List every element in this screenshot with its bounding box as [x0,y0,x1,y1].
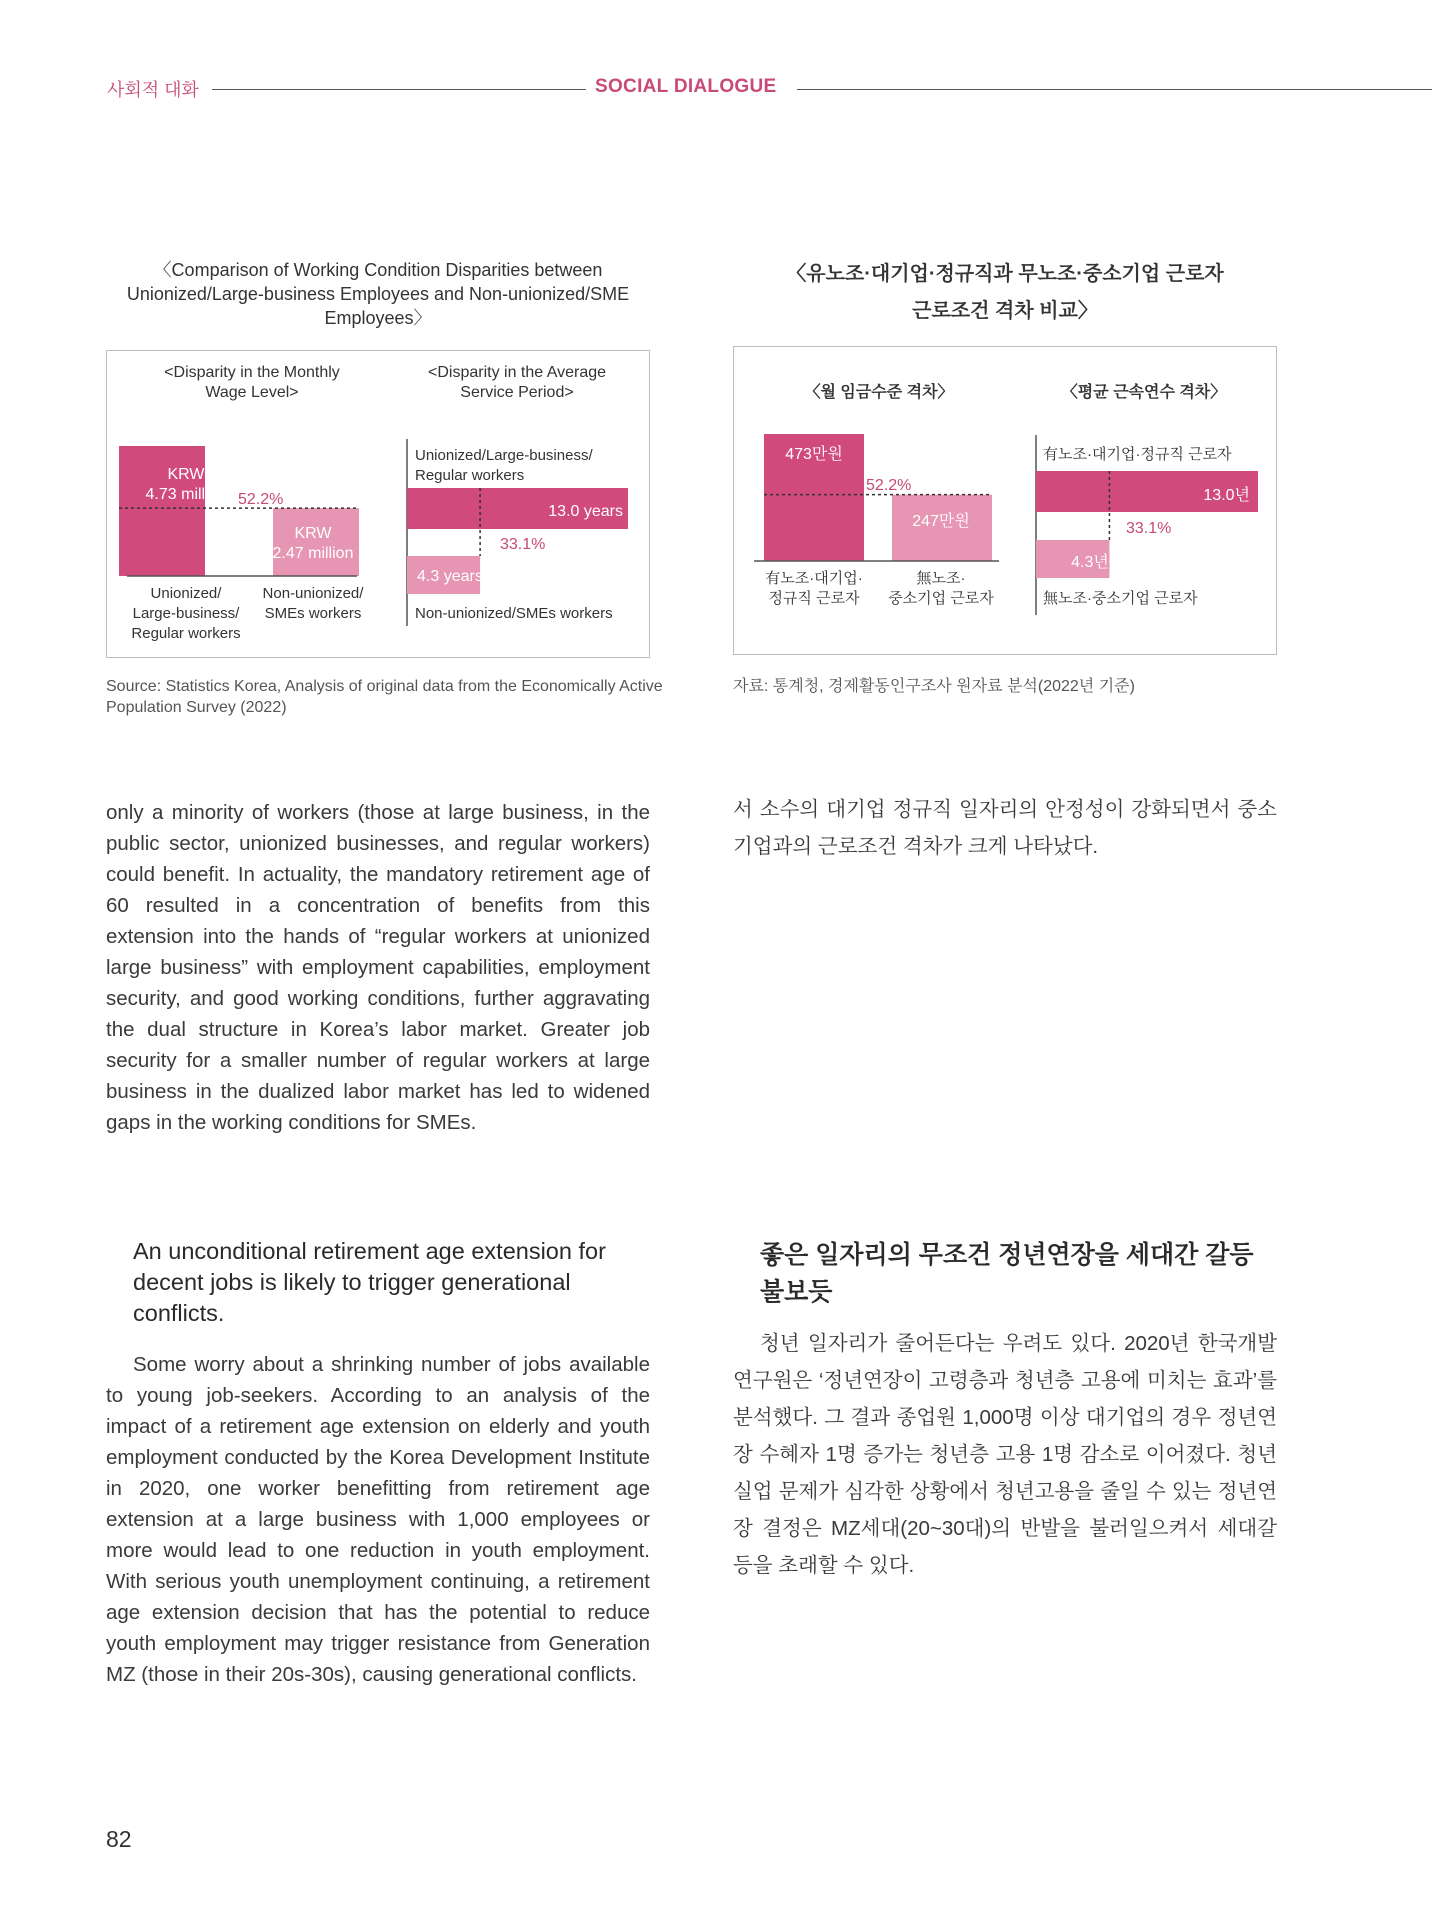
service-category1-line1: Unionized/Large-business/ [415,447,593,464]
service-bar2-label: 4.3 years [417,568,483,585]
wage-bar2-label-line2: 2.47 million [272,545,354,562]
service-title-ko: 〈평균 근속연수 격차〉 [1061,384,1227,401]
wage-title-ko: 〈월 임금수준 격차〉 [804,384,954,401]
header-divider-right [797,89,1432,90]
service-bar2-label-ko: 4.3년 [1071,554,1109,571]
wage-bar2-label-line1: KRW [294,525,332,542]
body-en-paragraph-2: Some worry about a shrinking number of jobs available to young job-seekers. According to an analysis of the impact of a retirement age extension on elderly and youth employment conducted by the Korea Development Institute in 2020, one worker benefitting from retirement age extension at a large business with 1,000 employees or more would lead to one reduction in youth employment. With serious youth unemployment continuing, a retirement age extension decision that has the potential to reduce youth employment may trigger resistance from Generation MZ (those in their 20s-30s), causing generational conflicts. [106,1353,650,1686]
figure-title-en: 〈Comparison of Working Condition Disparities between Unionized/Large-business Employees and Non-unionized/SME Employees〉 [126,260,630,328]
wage-category1-line2: Large-business/ [132,605,240,622]
subheading-ko: 좋은 일자리의 무조건 정년연장을 세대간 갈등 불보듯 [760,1241,1254,1306]
chart-en-svg [107,351,649,657]
header-divider-left [212,89,586,90]
wage-category1-line3: Regular workers [131,625,241,642]
wage-category2-ko-line2: 중소기업 근로자 [888,590,994,607]
header-section-en: SOCIAL DIALOGUE [595,76,777,97]
chart-ko-svg [734,347,1276,654]
source-ko: 자료: 통계청, 경제활동인구조사 원자료 분석(2022년 기준) [733,678,1135,695]
wage-bar-non-unionized [273,508,359,576]
wage-category2-line2: SMEs workers [264,605,362,622]
body-en-paragraph-1: only a minority of workers (those at large business, in the public sector, unionized businesses, and regular workers) could benefit. In actuality, the mandatory retirement age of 60 resulted in a concentration of benefits from this extension into the hands of “regular workers at unionized large business” with employment capabilities, employment security, and good working conditions, further aggravating the dual structure in Korea’s labor market. Greater job security for a smaller number of regular workers at large business in the dualized labor market has led to widened gaps in the working conditions for SMEs. [106,801,650,1134]
service-category1-ko: 有노조·대기업·정규직 근로자 [1043,446,1232,463]
chart-en [106,350,650,658]
wage-category1-ko-line1: 有노조·대기업· [765,570,863,587]
wage-title-line1: <Disparity in the Monthly [164,364,340,381]
subheading-en: An unconditional retirement age extension for decent jobs is likely to trigger generational conflicts. [133,1238,606,1326]
figure-title-ko-line1: 〈유노조·대기업·정규직과 무노조·중소기업 근로자 [786,263,1224,285]
wage-category1-line1: Unionized/ [150,585,222,602]
body-ko-paragraph-1: 서 소수의 대기업 정규직 일자리의 안정성이 강화되면서 중소기업과의 근로조건 격차가 크게 나타났다. [733,798,1277,858]
service-bar1-label-ko: 13.0년 [1203,487,1250,504]
wage-category2-ko-line1: 無노조· [916,570,966,587]
wage-bar1-label-line1: KRW [167,466,205,483]
wage-bar1-label-line2: 4.73 million [145,486,227,503]
service-title-line2: Service Period> [460,384,574,401]
figure-title-ko-line2: 근로조건 격차 비교〉 [912,300,1098,322]
service-title-line1: <Disparity in the Average [427,364,607,381]
wage-percent-label: 52.2% [238,491,284,508]
source-en: Source: Statistics Korea, Analysis of original data from the Economically Active Population Survey (2022) [106,678,663,716]
service-bar1-label: 13.0 years [548,503,623,520]
wage-category2-line1: Non-unionized/ [262,585,364,602]
wage-percent-label-ko: 52.2% [866,477,912,494]
header-section-ko: 사회적 대화 [107,80,199,100]
service-percent-label: 33.1% [500,536,546,553]
service-percent-label-ko: 33.1% [1126,520,1172,537]
chart-ko [733,346,1277,655]
body-ko-paragraph-2: 청년 일자리가 줄어든다는 우려도 있다. 2020년 한국개발연구원은 ‘정년연장이 고령층과 청년층 고용에 미치는 효과’를 분석했다. 그 결과 종업원 1,000명 이상 대기업의 경우 정년연장 수혜자 1명 증가는 청년층 고용 1명 감소로 이어졌다. 청년실업 문제가 심각한 상황에서 청년고용을 줄일 수 있는 정년연장 결정은 MZ세대(20~30대)의 반발을 불러일으켜서 세대갈등을 초래할 수 있다. [733,1332,1277,1577]
service-category2: Non-unionized/SMEs workers [415,605,613,622]
service-category1-line2: Regular workers [415,467,525,484]
wage-title-line2: Wage Level> [205,384,299,401]
service-category2-ko: 無노조·중소기업 근로자 [1043,590,1198,607]
wage-category1-ko-line2: 정규직 근로자 [768,590,860,607]
wage-bar1-label-ko: 473만원 [785,446,843,463]
page-number: 82 [106,1826,132,1852]
wage-bar2-label-ko: 247만원 [912,513,970,530]
figure-title-ko [733,256,1277,330]
